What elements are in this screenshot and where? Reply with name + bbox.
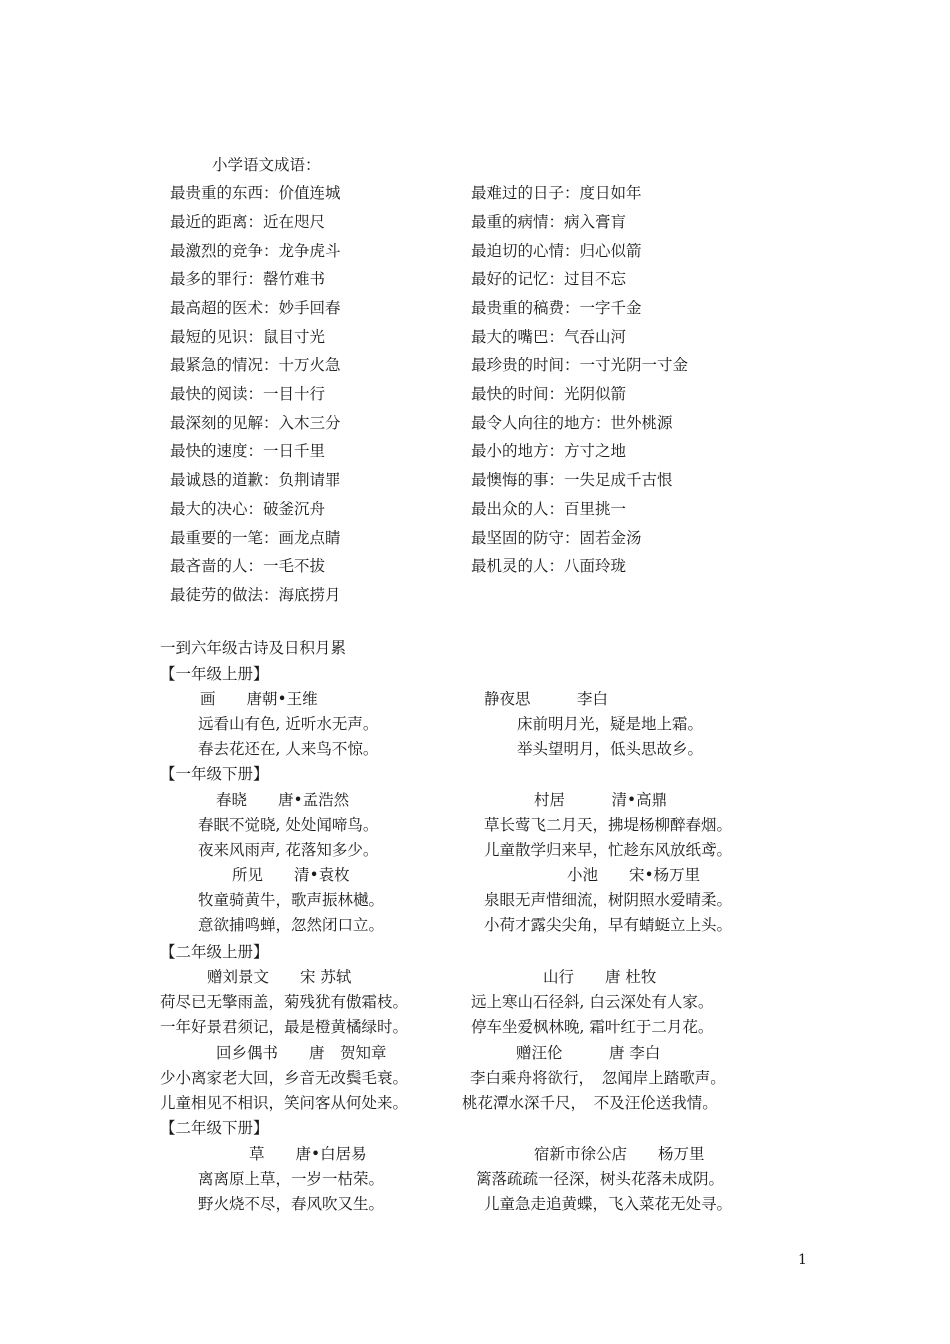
idiom-left: 最近的距离：近在咫尺 [170,213,326,231]
idiom-left: 最紧急的情况：十万火急 [170,356,341,374]
poem-line: 泉眼无声惜细流，树阴照水爱晴柔。 [484,891,733,909]
poem-title: 草 唐•白居易 [249,1145,367,1163]
idiom-left: 最深刻的见解：入木三分 [170,414,341,432]
poem-line: 床前明月光，疑是地上霜。 [517,715,704,733]
poem-line: 儿童相见不相识，笑问客从何处来。 [160,1094,409,1112]
poem-title: 静夜思 李白 [484,690,609,708]
poem-line: 篱落疏疏一径深，树头花落未成阴。 [476,1170,725,1188]
section-heading: 【二年级下册】 [160,1119,269,1137]
idiom-right: 最快的时间：光阴似箭 [471,385,627,403]
poem-title: 回乡偶书 唐 贺知章 [216,1044,387,1062]
idiom-right: 最重的病情：病入膏肓 [471,213,627,231]
poem-line: 荷尽已无擎雨盖，菊残犹有傲霜枝。 [160,993,409,1011]
idiom-right: 最令人向往的地方：世外桃源 [471,414,673,432]
poem-line: 儿童散学归来早，忙趁东风放纸鸢。 [484,841,733,859]
section-heading: 【一年级下册】 [160,765,269,783]
idiom-left: 最贵重的东西：价值连城 [170,184,341,202]
poem-title: 宿新市徐公店 杨万里 [534,1145,705,1163]
idiom-right: 最迫切的心情：归心似箭 [471,242,642,260]
poem-line: 春眠不觉晓, 处处闻啼鸟。 [198,816,379,834]
idiom-right: 最珍贵的时间：一寸光阴一寸金 [471,356,689,374]
idiom-right: 最机灵的人：八面玲珑 [471,557,627,575]
poem-line: 远看山有色, 近听水无声。 [198,715,379,733]
idiom-right: 最小的地方：方寸之地 [471,442,627,460]
poem-title: 春晓 唐•孟浩然 [216,791,350,809]
poem-line: 牧童骑黄牛，歌声振林樾。 [198,891,385,909]
poem-line: 一年好景君须记，最是橙黄橘绿时。 [160,1018,409,1036]
idiom-right: 最难过的日子：度日如年 [471,184,642,202]
idiom-left: 最高超的医术：妙手回春 [170,299,341,317]
poem-line: 夜来风雨声, 花落知多少。 [198,841,379,859]
poem-line: 桃花潭水深千尺， 不及汪伦送我情。 [462,1094,718,1112]
idiom-right: 最好的记忆：过目不忘 [471,270,627,288]
idioms-heading: 小学语文成语： [212,156,321,174]
idiom-left: 最多的罪行：罄竹难书 [170,270,326,288]
section-heading: 【一年级上册】 [160,665,269,683]
poem-line: 举头望明月，低头思故乡。 [517,740,704,758]
poem-title: 所见 清•袁枚 [232,866,350,884]
poem-line: 李白乘舟将欲行， 忽闻岸上踏歌声。 [470,1069,726,1087]
idiom-right: 最坚固的防守：固若金汤 [471,529,642,547]
poem-line: 儿童急走追黄蝶，飞入菜花无处寻。 [484,1195,733,1213]
poem-line: 意欲捕鸣蝉，忽然闭口立。 [198,916,385,934]
poem-line: 远上寒山石径斜, 白云深处有人家。 [471,993,714,1011]
idiom-left: 最激烈的竞争：龙争虎斗 [170,242,341,260]
idiom-left: 最快的速度：一日千里 [170,442,326,460]
section-heading: 【二年级上册】 [160,943,269,961]
page-number: 1 [798,1252,807,1268]
poem-line: 少小离家老大回，乡音无改鬓毛衰。 [160,1069,409,1087]
poem-title: 赠刘景文 宋 苏轼 [207,968,352,986]
poem-line: 小荷才露尖尖角，早有蜻蜓立上头。 [484,916,733,934]
idiom-right: 最懊悔的事：一失足成千古恨 [471,471,673,489]
idiom-right: 最大的嘴巴：气吞山河 [471,328,627,346]
idiom-left: 最短的见识：鼠目寸光 [170,328,326,346]
poem-title: 山行 唐 杜牧 [543,968,657,986]
poem-title: 小池 宋•杨万里 [567,866,701,884]
poem-title: 赠汪伦 唐 李白 [516,1044,661,1062]
idiom-left: 最快的阅读：一目十行 [170,385,326,403]
idiom-left: 最徒劳的做法：海底捞月 [170,586,341,604]
idiom-left: 最大的决心：破釜沉舟 [170,500,326,518]
poem-line: 离离原上草，一岁一枯荣。 [198,1170,385,1188]
poems-heading: 一到六年级古诗及日积月累 [160,639,347,657]
poem-line: 春去花还在, 人来鸟不惊。 [198,740,379,758]
poem-title: 画 唐朝•王维 [200,690,318,708]
idiom-left: 最吝啬的人：一毛不拔 [170,557,326,575]
idiom-right: 最出众的人：百里挑一 [471,500,627,518]
idiom-right: 最贵重的稿费：一字千金 [471,299,642,317]
poem-line: 停车坐爱枫林晚, 霜叶红于二月花。 [471,1018,714,1036]
idiom-left: 最重要的一笔：画龙点睛 [170,529,341,547]
poem-line: 野火烧不尽，春风吹又生。 [198,1195,385,1213]
poem-line: 草长莺飞二月天，拂堤杨柳醉春烟。 [484,816,733,834]
poem-title: 村居 清•高鼎 [534,791,668,809]
idiom-left: 最诚恳的道歉：负荆请罪 [170,471,341,489]
